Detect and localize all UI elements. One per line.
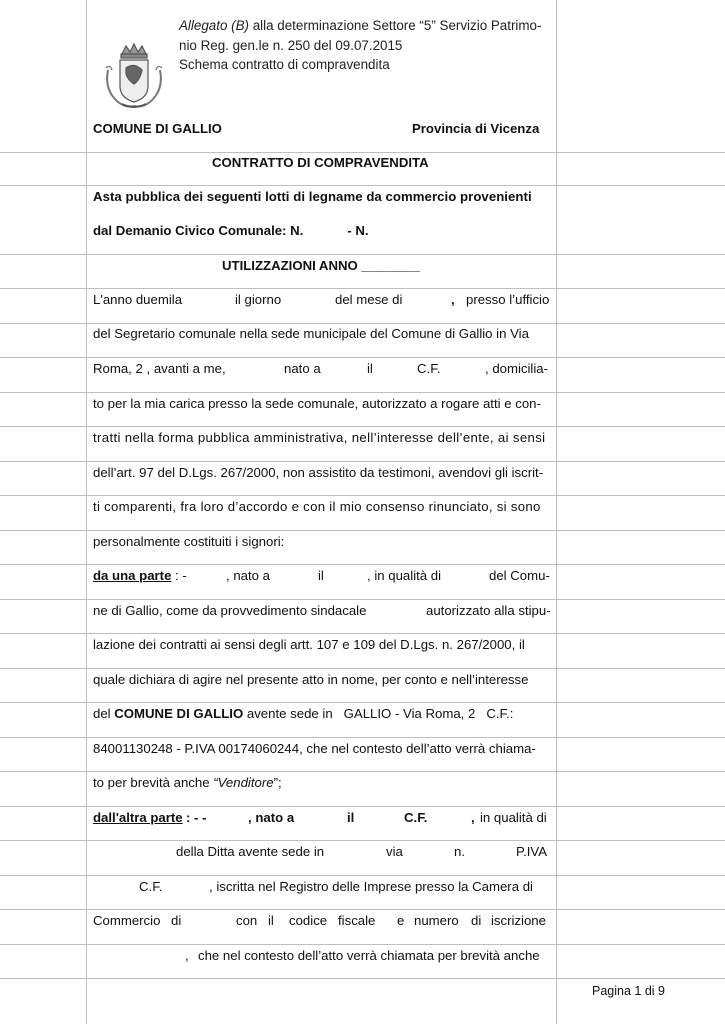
rule — [0, 875, 725, 876]
body-word: il — [318, 568, 324, 583]
body-word: in qualità di — [480, 810, 547, 825]
body-word: C.F. — [139, 879, 163, 894]
rule — [0, 185, 725, 186]
margin-line-right — [556, 0, 557, 1024]
body-word: : - - — [186, 810, 207, 825]
body-word: del mese di — [335, 292, 403, 307]
body-line-13 — [93, 706, 513, 721]
body-word: numero — [414, 913, 459, 928]
body-word: , — [471, 810, 475, 825]
body-word: iscrizione — [491, 913, 546, 928]
body-word: , in qualità di — [367, 568, 442, 583]
rule — [0, 323, 725, 324]
rule — [0, 737, 725, 738]
asta-line-2-text: dal Demanio Civico Comunale: N. - N. — [93, 223, 369, 238]
header-line3: Schema contratto di compravendita — [179, 57, 390, 72]
body-word: L'anno duemila — [93, 292, 183, 307]
body-line-6: dell’art. 97 del D.Lgs. 267/2000, non assistito da testimoni, avendovi gli iscrit- — [93, 465, 544, 480]
body-word: P.IVA — [516, 844, 548, 859]
body-line-11: lazione dei contratti ai sensi degli artt. 107 e 109 del D.Lgs. n. 267/2000, il — [93, 637, 525, 652]
body-word: n. — [454, 844, 465, 859]
rule — [0, 152, 725, 153]
asta-line-1 — [93, 189, 553, 205]
rule — [0, 668, 725, 669]
page-number: Pagina 1 di 9 — [592, 984, 665, 998]
body-word: , iscritta nel Registro delle Imprese presso la Camera di — [209, 879, 533, 894]
body-line-14: 84001130248 - P.IVA 00174060244, che nel contesto dell’atto verrà chiama- — [93, 741, 536, 756]
body-text: ”; — [273, 775, 282, 790]
rule — [0, 702, 725, 703]
rule — [0, 461, 725, 462]
body-word: che nel contesto dell’atto verrà chiamata per brevità anche — [198, 948, 540, 963]
body-line-2: del Segretario comunale nella sede municipale del Comune di Gallio in Via — [93, 326, 529, 341]
header-allegato: Allegato (B) — [179, 18, 249, 33]
body-word: , nato a — [226, 568, 270, 583]
first-party-label: da una parte — [93, 568, 172, 583]
rule — [0, 530, 725, 531]
body-word: con — [236, 913, 258, 928]
rule — [0, 254, 725, 255]
rule — [0, 564, 725, 565]
header-line2: nio Reg. gen.le n. 250 del 09.07.2015 — [179, 37, 403, 53]
body-line-8: personalmente costituiti i signori: — [93, 534, 285, 549]
rule — [0, 392, 725, 393]
second-party-label: dall'altra parte — [93, 810, 183, 825]
rule — [0, 944, 725, 945]
body-word: di — [471, 913, 482, 928]
utilizzazioni-heading: UTILIZZAZIONI ANNO ________ — [222, 258, 421, 273]
body-word: : - — [175, 568, 187, 583]
asta-line-1-text: Asta pubblica dei seguenti lotti di legname da commercio provenienti — [93, 189, 532, 204]
body-word: C.F. — [417, 361, 441, 376]
body-word: autorizzato alla stipu- — [426, 603, 551, 618]
body-text: avente sede in GALLIO - Via Roma, 2 C.F.: — [243, 706, 514, 721]
body-word: , — [185, 948, 189, 963]
body-word: Commercio — [93, 913, 161, 928]
municipality-name: COMUNE DI GALLIO — [93, 121, 222, 136]
body-line-7: ti comparenti, fra loro d’accordo e con il mio consenso rinunciato, si sono — [93, 499, 541, 514]
body-word: codice — [289, 913, 328, 928]
body-word: , nato a — [248, 810, 295, 825]
margin-line-left — [86, 0, 87, 1024]
rule — [0, 909, 725, 910]
rule — [0, 840, 725, 841]
rule — [0, 806, 725, 807]
body-text: to per brevità anche — [93, 775, 214, 790]
body-word: il giorno — [235, 292, 282, 307]
header-line1-rest: alla determinazione Settore “5” Servizio Patrimo- — [248, 18, 542, 33]
body-word: nato a — [284, 361, 321, 376]
body-word: di — [171, 913, 182, 928]
body-word: il — [347, 810, 355, 825]
body-word: e — [397, 913, 405, 928]
body-word: fiscale — [338, 913, 376, 928]
rule — [0, 599, 725, 600]
rule — [0, 357, 725, 358]
body-word: ne di Gallio, come da provvedimento sindacale — [93, 603, 367, 618]
body-word: C.F. — [404, 810, 428, 825]
body-line-5: tratti nella forma pubblica amministrativa, nell’interesse dell’ente, ai sensi — [93, 430, 546, 445]
body-word: della Ditta avente sede in — [176, 844, 325, 859]
body-line-15 — [93, 775, 282, 790]
rule — [0, 771, 725, 772]
document-header — [179, 16, 559, 75]
province-name: Provincia di Vicenza — [412, 121, 540, 136]
municipal-crest-icon — [100, 40, 168, 112]
body-word: Roma, 2 , avanti a me, — [93, 361, 226, 376]
body-word: presso l’ufficio — [466, 292, 550, 307]
body-word: il — [367, 361, 373, 376]
body-word: il — [268, 913, 274, 928]
contract-title: CONTRATTO DI COMPRAVENDITA — [212, 155, 429, 170]
rule — [0, 495, 725, 496]
rule — [0, 426, 725, 427]
asta-line-2 — [93, 223, 553, 239]
seller-alias: “Venditore — [213, 775, 274, 790]
body-word: via — [386, 844, 403, 859]
body-word: , domicilia- — [485, 361, 549, 376]
rule — [0, 978, 725, 979]
body-word: del Comu- — [489, 568, 550, 583]
body-line-4: to per la mia carica presso la sede comunale, autorizzato a rogare atti e con- — [93, 396, 541, 411]
body-text: del — [93, 706, 115, 721]
seller-name: COMUNE DI GALLIO — [114, 706, 244, 721]
rule — [0, 633, 725, 634]
body-word: , — [451, 292, 455, 307]
rule — [0, 288, 725, 289]
body-line-12: quale dichiara di agire nel presente atto in nome, per conto e nell’interesse — [93, 672, 529, 687]
